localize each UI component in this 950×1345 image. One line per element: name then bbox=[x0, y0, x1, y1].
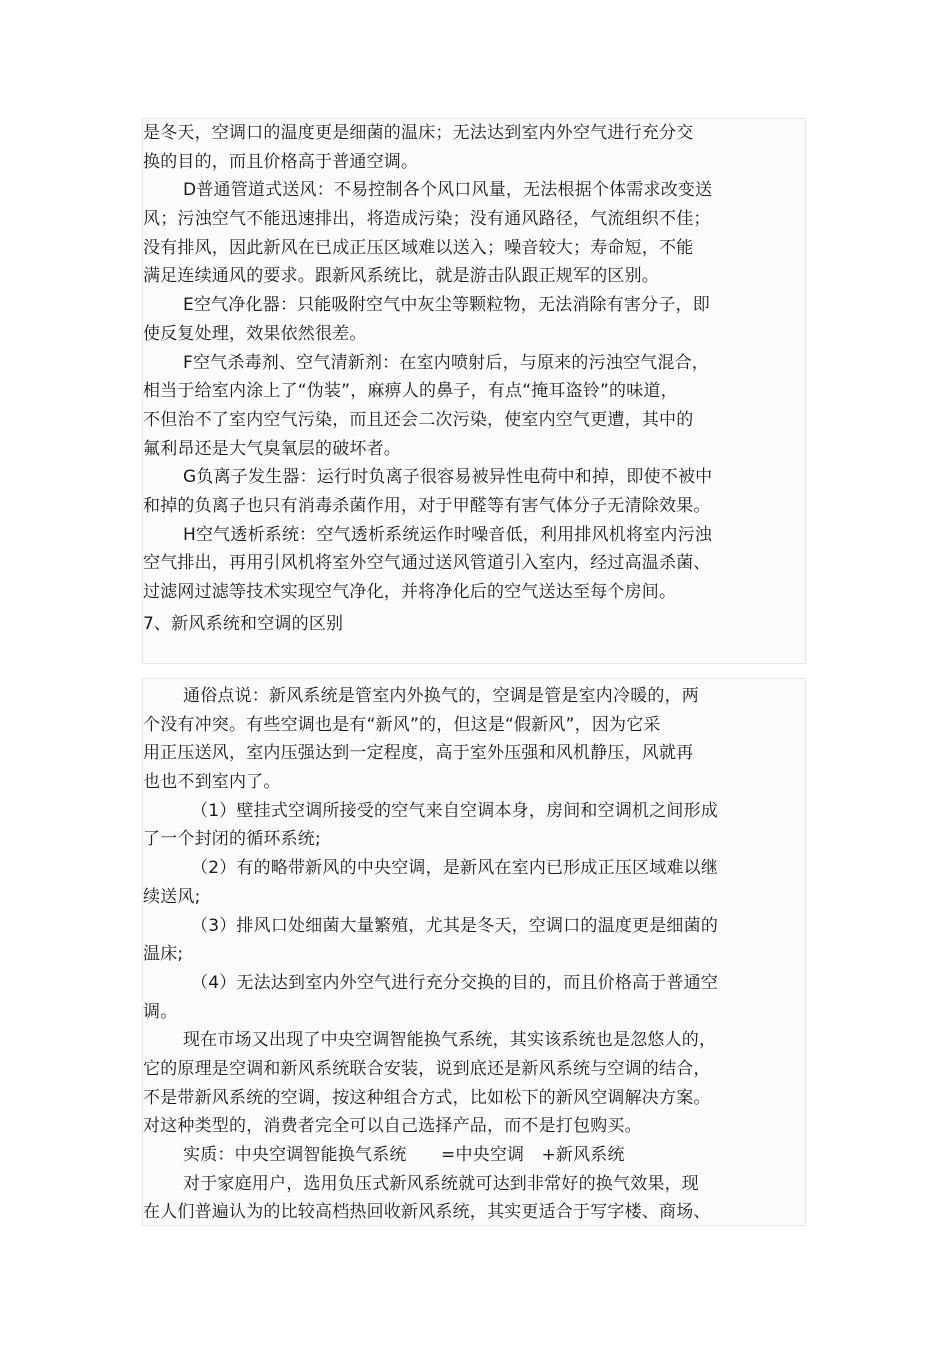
text-line: 过滤网过滤等技术实现空气净化，并将净化后的空气送达至每个房间。 bbox=[143, 582, 677, 602]
text-line: 空气排出，再用引风机将室外空气通过送风管道引入室内，经过高温杀菌、 bbox=[143, 553, 711, 574]
text-line: 氟利昂还是大气臭氧层的破坏者。 bbox=[143, 438, 401, 459]
text-line: 满足连续通风的要求。跟新风系统比，就是游击队跟正规军的区别。 bbox=[143, 266, 659, 287]
text-line: 使反复处理，效果依然很差。 bbox=[143, 323, 367, 344]
text-line: （3）排风口处细菌大量繁殖，尤其是冬天，空调口的温度更是细菌的 bbox=[191, 915, 719, 936]
text-line: 在人们普遍认为的比较高档热回收新风系统，其实更适合于写字楼、商场、 bbox=[143, 1202, 711, 1223]
text-block-1 bbox=[142, 118, 806, 664]
text-block-2-body bbox=[143, 682, 718, 1226]
text-line: 相当于给室内涂上了“伪装”，麻痹人的鼻子，有点“掩耳盗铃”的味道， bbox=[143, 381, 678, 402]
text-line: 调。 bbox=[143, 1001, 178, 1022]
text-line: （4）无法达到室内外空气进行充分交换的目的，而且价格高于普通空 bbox=[191, 972, 719, 993]
text-line: 不但治不了室内空气污染，而且还会二次污染，使室内空气更遭，其中的 bbox=[143, 409, 694, 430]
text-line: 也也不到室内了。 bbox=[143, 772, 281, 793]
text-line: 换的目的，而且价格高于普通空调。 bbox=[143, 151, 419, 172]
text-line: F空气杀毒剂、空气清新剂：在室内喷射后，与原来的污浊空气混合， bbox=[183, 352, 709, 373]
text-line: 它的原理是空调和新风系统联合安装，说到底还是新风系统与空调的结合， bbox=[143, 1058, 711, 1079]
text-line: G负离子发生器：运行时负离子很容易被异性电荷中和掉，即使不被中 bbox=[183, 467, 713, 488]
text-line: 现在市场又出现了中央空调智能换气系统，其实该系统也是忽悠人的， bbox=[183, 1030, 717, 1051]
text-line: 通俗点说：新风系统是管室内外换气的，空调是管是室内冷暖的，两 bbox=[183, 686, 699, 706]
text-line: D普通管道式送风：不易控制各个风口风量，无法根据个体需求改变送 bbox=[183, 180, 713, 201]
text-line: （1）壁挂式空调所接受的空气来自空调本身，房间和空调机之间形成 bbox=[191, 800, 719, 821]
text-line: 温床; bbox=[143, 944, 184, 965]
section-heading: 7、新风系统和空调的区别 bbox=[143, 613, 344, 634]
text-line: H空气透析系统：空气透析系统运作时噪音低，利用排风机将室内污浊 bbox=[183, 524, 712, 545]
text-line: 了一个封闭的循环系统; bbox=[143, 829, 321, 850]
text-line: 用正压送风，室内压强达到一定程度，高于室外压强和风机静压，风就再 bbox=[143, 743, 694, 764]
text-line: 个没有冲突。有些空调也是有“新风”的，但这是“假新风”，因为它采 bbox=[143, 714, 661, 735]
text-line: 是冬天，空调口的温度更是细菌的温床；无法达到室内外空气进行充分交 bbox=[143, 123, 694, 143]
text-line: E空气净化器：只能吸附空气中灰尘等颗粒物，无法消除有害分子，即 bbox=[183, 295, 710, 316]
text-line: 不是带新风系统的空调，按这种组合方式，比如松下的新风空调解决方案。 bbox=[143, 1087, 711, 1108]
text-line: 和掉的负离子也只有消毒杀菌作用，对于甲醛等有害气体分子无清除效果。 bbox=[143, 495, 711, 516]
text-line: 对这种类型的，消费者完全可以自己选择产品，而不是打包购买。 bbox=[143, 1116, 642, 1137]
text-line: 没有排风，因此新风在已成正压区域难以送入；噪音较大；寿命短，不能 bbox=[143, 237, 694, 258]
text-block-2 bbox=[142, 678, 806, 1226]
text-line: 对于家庭用户，选用负压式新风系统就可达到非常好的换气效果，现 bbox=[183, 1173, 699, 1194]
text-line: 实质：中央空调智能换气系统 =中央空调 +新风系统 bbox=[183, 1145, 625, 1165]
text-line: 风；污浊空气不能迅速排出，将造成污染；没有通风路径，气流组织不佳； bbox=[143, 209, 711, 230]
text-line: 续送风; bbox=[143, 886, 201, 907]
text-line: （2）有的略带新风的中央空调，是新风在室内已形成正压区域难以继 bbox=[191, 858, 719, 879]
text-block-1-body bbox=[143, 119, 712, 639]
